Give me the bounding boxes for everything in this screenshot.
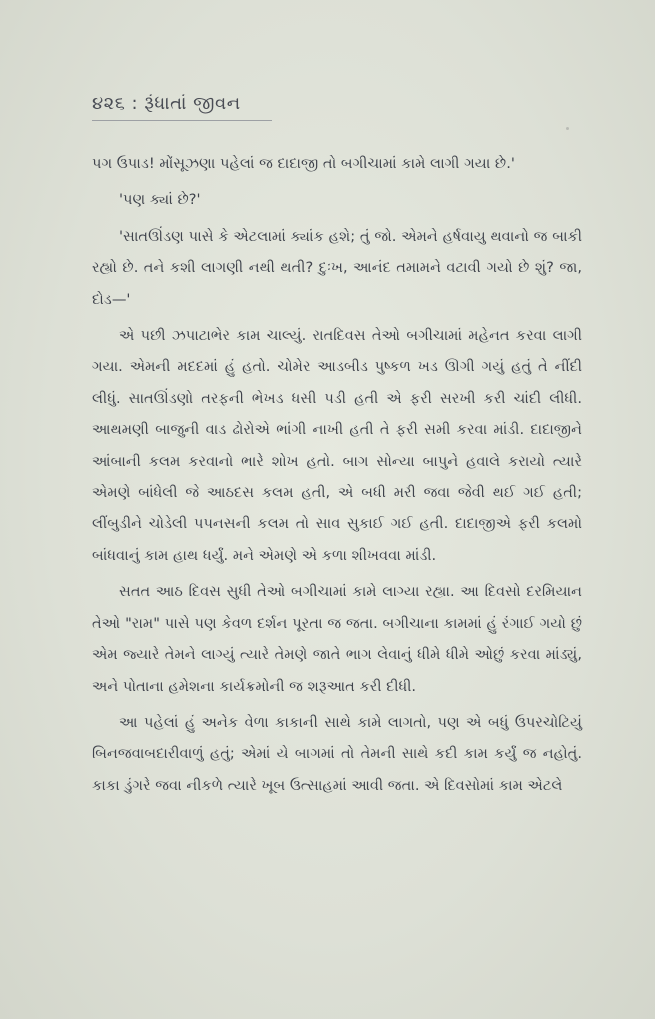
book-title: રૂંધાતાં જીવન (144, 93, 241, 114)
header-separator: : (125, 93, 145, 114)
paragraph-eight-days: સતત આઠ દિવસ સુધી તેઓ બગીચામાં કામે લાગ્યા રહ્યા. આ દિવસો દરમિયાન તેઓ "રામ" પાસે પણ કેવળ દર્શન પૂરતા જ જતા. બગીચાના કામમાં હું રંગાઈ ગયો છું એમ જ્યારે તેમને લાગ્યું ત્યારે તેમણે જાતે ભાગ લેવાનું ધીમે ધીમે ઓછું કરવા માંડ્યું, અને પોતાના હમેશના કાર્યક્રમોની જ શરૂઆત કરી દીધી. (92, 583, 582, 695)
page-number: ૪૨૬ (92, 93, 126, 114)
paragraph-uncle: આ પહેલાં હું અનેક વેળા કાકાની સાથે કામે લાગતો, પણ એ બધું ઉપરચોટિયું બિનજવાબદારીવાળું હતું; એમાં યે બાગમાં તો તેમની સાથે કદી કામ કર્યું જ નહોતું. કાકા ડુંગરે જવા નીકળે ત્યારે ખૂબ ઉત્સાહમાં આવી જતા. એ દિવસોમાં કામ એટલે (92, 713, 582, 794)
paper-speck (566, 127, 569, 130)
paragraph-garden-work: એ પછી ઝપાટાભેર કામ ચાલ્યું. રાતદિવસ તેઓ બગીચામાં મહેનત કરવા લાગી ગયા. એમની મદદમાં હું હતો. ચોમેર આડબીડ પુષ્કળ ખડ ઊગી ગયું હતું તે નીંદી લીધું. સાતઊંડણો તરફની ભેખડ ધસી પડી હતી એ ફરી સરખી કરી ચાંદી લીધી. આથમણી બાજુની વાડ ઢોરોએ ભાંગી નાખી હતી તે ફરી સમી કરવા માંડી. દાદાજીને આંબાની કલમ કરવાનો ભારે શોખ હતો. બાગ સોન્યા બાપુને હવાલે કરાયો ત્યારે એમણે બાંધેલી જે આઠદસ કલમ હતી, એ બધી મરી જવા જેવી થઈ ગઈ હતી; લીંબુડીને ચોડેલી પપનસની કલમ તો સાવ સુકાઈ ગઈ હતી. દાદાજીએ ફરી કલમો બાંધવાનું કામ હાથ ધર્યું. મને એમણે એ કળા શીખવવા માંડી. (92, 327, 582, 564)
running-header (92, 93, 241, 114)
page-body (92, 148, 582, 801)
header-underline (92, 120, 272, 121)
paragraph-continuation: પગ ઉપાડ! મોંસૂઝણા પહેલાં જ દાદાજી તો બગીચામાં કામે લાગી ગયા છે.' (92, 155, 515, 172)
paragraph-reply: 'સાતઊંડણ પાસે કે એટલામાં ક્યાંક હશે; તું જો. એમને હર્ષવાયુ થવાનો જ બાકી રહ્યો છે. તને કશી લાગણી નથી થતી? દુઃખ, આનંદ તમામને વટાવી ગયો છે શું? જા, દોડ—' (92, 227, 582, 308)
paragraph-question: 'પણ ક્યાં છે?' (119, 191, 201, 209)
